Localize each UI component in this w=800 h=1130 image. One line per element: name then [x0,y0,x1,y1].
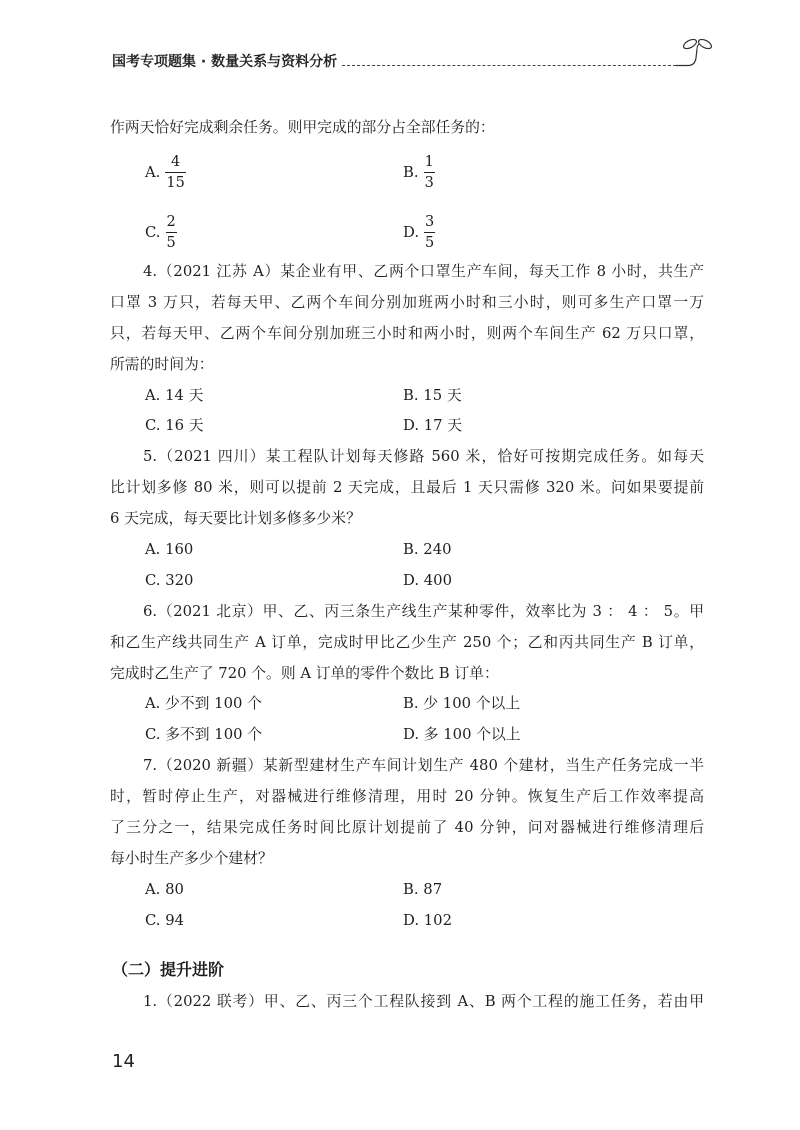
options-row [110,411,704,442]
option-b: B. 少 100 个以上 [403,695,521,713]
fraction-numerator: 2 [166,213,177,233]
header-dashed-rule [342,65,686,66]
question-7-line: 时，暂时停止生产，对器械进行维修清理，用时 20 分钟。恢复生产后工作效率提高 [110,788,704,806]
option-d: D. 400 [403,571,452,589]
option-label: C. [145,223,161,241]
option-d [403,210,435,254]
question-list [110,257,704,937]
question-6-line: 完成时乙生产了 720 个。则 A 订单的零件个数比 B 订单： [110,664,499,682]
question-4-line: 只，若每天甲、乙两个车间分别加班三小时和两小时，则两个车间生产 62 万只口罩， [110,324,704,342]
fraction [424,213,435,252]
options-row [110,689,704,720]
option-a: A. 80 [145,880,184,898]
question-4-line: 所需的时间为： [110,355,214,373]
option-d: D. 102 [403,911,452,929]
section-question-1-line: 1.（2022 联考）甲、乙、丙三个工程队接到 A、B 两个工程的施工任务，若由甲 [143,993,704,1010]
section-heading: （二）提升进阶 [112,960,225,979]
section-question-1 [110,987,704,1018]
fraction-numerator: 4 [165,153,185,173]
fraction [424,153,435,192]
page-number: 14 [112,1051,135,1072]
previous-question-options [110,150,704,194]
options-row [110,381,704,412]
option-c: C. 94 [145,911,185,929]
option-c [145,210,177,254]
options-row [110,720,704,751]
fraction-denominator: 5 [425,234,435,251]
option-b: B. 240 [403,541,452,559]
question-6 [110,597,704,751]
option-c: C. 16 天 [145,417,204,435]
option-a: A. 14 天 [145,386,204,404]
option-d: D. 多 100 个以上 [403,726,521,744]
option-label: B. [403,163,419,181]
fraction-denominator: 15 [166,174,185,191]
option-c: C. 多不到 100 个 [145,726,263,744]
options-row [110,210,704,254]
option-d: D. 17 天 [403,417,463,435]
options-row [110,566,704,597]
question-5-line: 比计划多修 80 米，则可以提前 2 天完成，且最后 1 天只需修 320 米。问如果要提前 [110,479,704,497]
question-7 [110,751,704,936]
question-5-line: 5.（2021 四川）某工程队计划每天修路 560 米，恰好可按期完成任务。如每天 [143,448,704,466]
options-row [110,535,704,566]
option-b: B. 87 [403,880,443,898]
question-4 [110,257,704,442]
question-5-line: 6 天完成，每天要比计划多修多少米？ [110,510,361,528]
option-a [145,150,186,194]
options-row [110,875,704,906]
option-c: C. 320 [145,571,194,589]
question-6-line: 和乙生产线共同生产 A 订单，完成时甲比乙少生产 250 个；乙和丙共同生产 B 订单， [110,633,704,651]
option-b: B. 15 天 [403,386,462,404]
previous-question-tail-line: 作两天恰好完成剩余任务。则甲完成的部分占全部任务的： [110,119,495,136]
question-4-line: 4.（2021 江苏 A）某企业有甲、乙两个口罩生产车间，每天工作 8 小时，共生产 [143,263,704,280]
options-row [110,150,704,194]
fraction-denominator: 3 [424,174,434,191]
option-label: D. [403,223,420,241]
running-header-title: 国考专项题集 · 数量关系与资料分析 [112,54,338,70]
option-b [403,150,435,194]
option-label: A. [145,163,161,181]
options-row [110,906,704,937]
question-7-line: 了三分之一，结果完成任务时间比原计划提前了 40 分钟，问对器械进行维修清理后 [110,819,704,837]
sprout-icon [676,34,720,70]
question-6-line: 6.（2021 北京）甲、乙、丙三条生产线生产某种零件，效率比为 3 ： 4 ： 5。甲 [143,602,704,620]
fraction-numerator: 1 [424,153,435,173]
fraction-numerator: 3 [424,213,435,233]
fraction [165,153,185,192]
previous-question [110,113,704,144]
question-7-line: 每小时生产多少个建材？ [110,849,273,867]
question-7-line: 7.（2020 新疆）某新型建材生产车间计划生产 480 个建材，当生产任务完成一半 [143,757,704,775]
question-5 [110,442,704,596]
fraction-denominator: 5 [166,234,176,251]
option-a: A. 少不到 100 个 [145,695,262,713]
question-4-line: 口罩 3 万只，若每天甲、乙两个车间分别加班两小时和三小时，则可多生产口罩一万 [110,293,704,311]
option-a: A. 160 [145,541,194,559]
previous-question-options-2 [110,210,704,254]
fraction [166,213,177,252]
